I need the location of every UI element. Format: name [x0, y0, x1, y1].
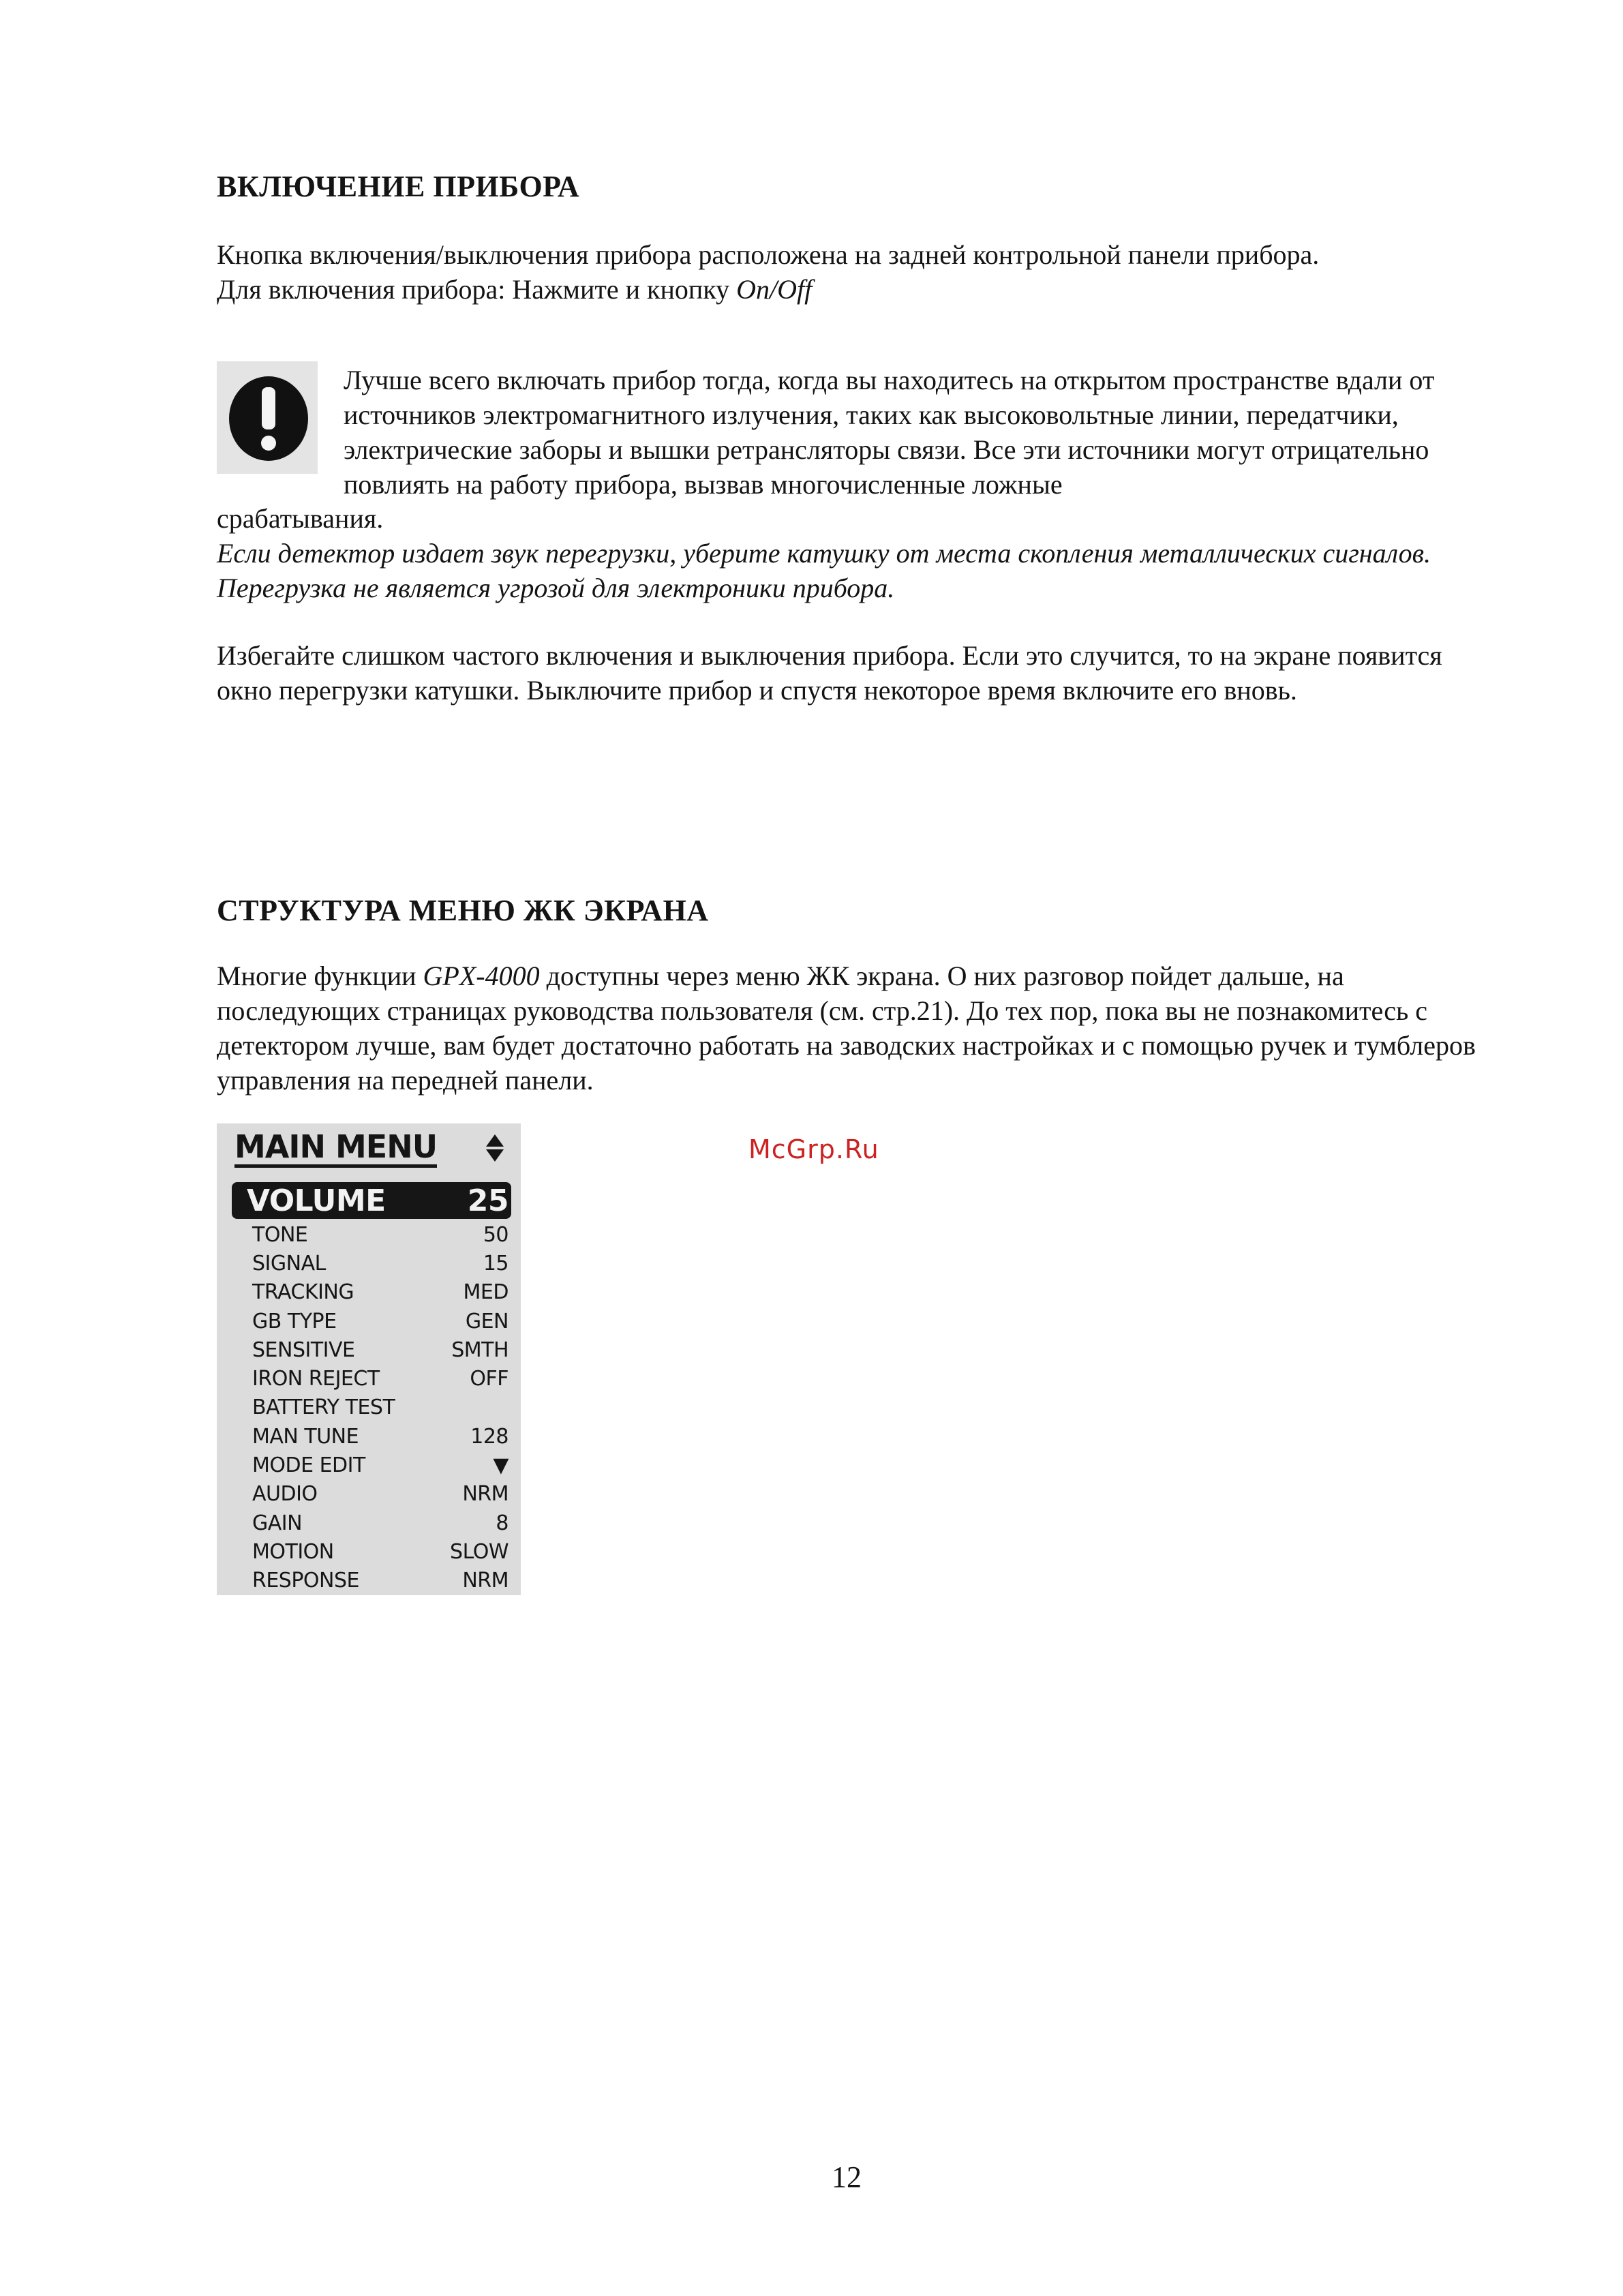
lcd-item-value: OFF: [470, 1367, 509, 1391]
lcd-para-rest: доступны через меню ЖК экрана. О них разговор пойдет дальше, на последующих страницах руководства пользователя (см. стр.21). До тех пор, пока вы не познакомитесь с детектором лучше, вам будет достаточно работать на заводских настройках и с помощью ручек и тумблеров управления на передней панели.: [217, 961, 1476, 1096]
lcd-item-label: MODE EDIT: [252, 1453, 365, 1478]
lcd-menu-item-mode-edit[interactable]: [232, 1451, 511, 1479]
power-button-line2: Для включения прибора: Нажмите и кнопку: [217, 274, 737, 305]
power-button-paragraph: [217, 237, 1485, 307]
lcd-item-value: 8: [496, 1511, 509, 1535]
lcd-item-label: SENSITIVE: [252, 1338, 355, 1362]
lcd-item-value: NRM: [462, 1569, 509, 1593]
lcd-menu-item-tone[interactable]: [232, 1220, 511, 1249]
power-button-line1: Кнопка включения/выключения прибора расположена на задней контрольной панели прибора.: [217, 239, 1320, 270]
lcd-item-label: GAIN: [252, 1511, 303, 1535]
page-number: 12: [832, 2160, 862, 2194]
lcd-menu-item-iron-reject[interactable]: [232, 1364, 511, 1393]
lcd-item-value: 50: [483, 1222, 509, 1247]
lcd-item-value: GEN: [465, 1309, 509, 1333]
lcd-item-label: AUDIO: [252, 1482, 318, 1507]
power-cycle-paragraph: Избегайте слишком частого включения и выключения прибора. Если это случится, то на экране появится окно перегрузки катушки. Выключите прибор и спустя некоторое время включите его вновь.: [217, 640, 1442, 706]
lcd-item-label: RESPONSE: [252, 1569, 359, 1593]
lcd-item-label: SIGNAL: [252, 1251, 326, 1275]
lcd-menu-item-signal[interactable]: [232, 1249, 511, 1278]
lcd-item-label: VOLUME: [247, 1183, 386, 1218]
lcd-item-value: 15: [483, 1251, 509, 1275]
overload-note: Если детектор издает звук перегрузки, уберите катушку от места скопления металлических сигналов. Перегрузка не является угрозой для электроники прибора.: [217, 538, 1431, 603]
lcd-item-label: MAN TUNE: [252, 1424, 359, 1449]
warning-text: Лучше всего включать прибор тогда, когда вы находитесь на открытом пространстве вдали от источников электромагнитного излучения, таких как высоковольтные линии, передатчики, электрические заборы и вышки ретрансляторы связи. Все эти источники могут отрицательно повлиять на работу прибора, вызвав многочисленные ложные: [344, 365, 1435, 500]
on-off-label: On/Off: [736, 274, 813, 305]
watermark: McGrp.Ru: [748, 1134, 879, 1164]
lcd-item-value: SLOW: [450, 1539, 509, 1564]
warning-tail: срабатывания.: [217, 503, 384, 534]
lcd-item-value: 128: [470, 1424, 509, 1449]
lcd-menu-item-battery-test[interactable]: [232, 1393, 511, 1422]
lcd-para-prefix: Многие функции: [217, 961, 423, 991]
submenu-arrow-icon: ▼: [493, 1453, 509, 1478]
lcd-main-menu-screen: [217, 1123, 521, 1595]
lcd-menu-item-man-tune[interactable]: [232, 1422, 511, 1451]
lcd-item-value: 25: [467, 1183, 509, 1218]
model-name: GPX-4000: [423, 961, 540, 991]
lcd-menu-item-sensitive[interactable]: [232, 1335, 511, 1364]
lcd-menu-list: [232, 1182, 511, 1595]
lcd-menu-item-response[interactable]: [232, 1567, 511, 1595]
lcd-menu-paragraph: [217, 958, 1485, 1098]
lcd-menu-title: MAIN MENU: [234, 1129, 437, 1168]
lcd-item-value: SMTH: [451, 1338, 509, 1362]
lcd-item-label: GB TYPE: [252, 1309, 337, 1333]
lcd-menu-item-volume[interactable]: [232, 1182, 511, 1219]
section-title-lcd-menu: СТРУКТУРА МЕНЮ ЖК ЭКРАНА: [217, 894, 709, 927]
section-title-power-on: ВКЛЮЧЕНИЕ ПРИБОРА: [217, 170, 580, 203]
warning-exclamation-icon: [217, 361, 318, 474]
lcd-item-label: TONE: [252, 1222, 308, 1247]
lcd-item-label: BATTERY TEST: [252, 1395, 395, 1420]
lcd-item-label: MOTION: [252, 1539, 334, 1564]
lcd-item-label: TRACKING: [252, 1280, 354, 1305]
lcd-menu-item-audio[interactable]: [232, 1480, 511, 1509]
lcd-menu-item-gain[interactable]: [232, 1509, 511, 1537]
lcd-item-value: MED: [463, 1280, 509, 1305]
lcd-menu-item-gb-type[interactable]: [232, 1307, 511, 1335]
lcd-item-label: IRON REJECT: [252, 1367, 380, 1391]
up-down-arrows-icon: [485, 1128, 505, 1168]
lcd-menu-item-tracking[interactable]: [232, 1278, 511, 1307]
lcd-menu-item-motion[interactable]: [232, 1537, 511, 1566]
lcd-item-value: NRM: [462, 1482, 509, 1507]
